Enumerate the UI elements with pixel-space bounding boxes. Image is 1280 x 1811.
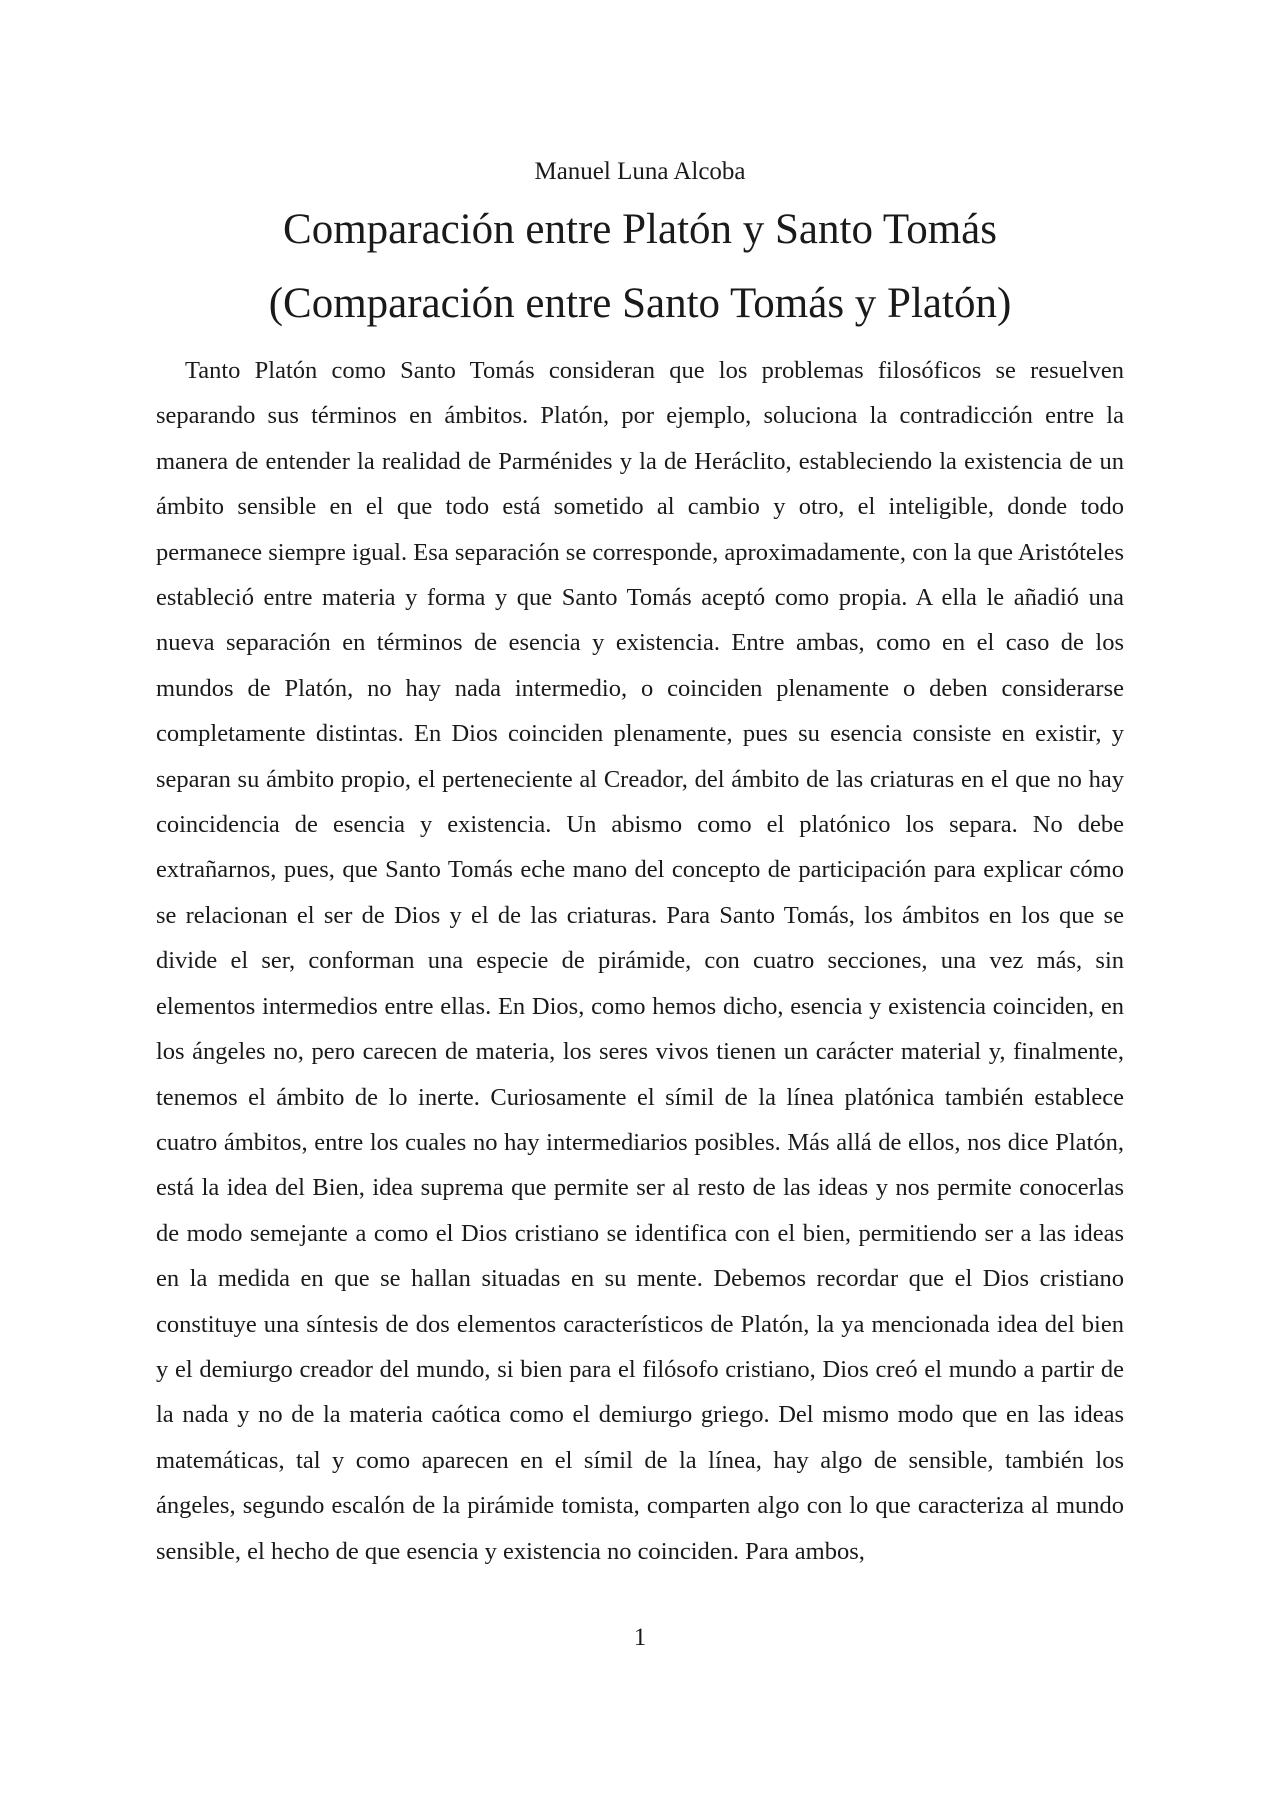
title-line-1: Comparación entre Platón y Santo Tomás (283, 206, 997, 253)
title-line-2: (Comparación entre Santo Tomás y Platón) (268, 280, 1012, 327)
page-number: 1 (633, 1624, 647, 1651)
body-paragraph: Tanto Platón como Santo Tomás consideran que los problemas filosóficos se resuelven separando sus términos en ámbitos. Platón, por ejemplo, soluciona la contradicción entre la manera de entender la realidad de Parménides y la de Heráclito, estableciendo la existencia de un ámbito sensible en el que todo está sometido al cambio y otro, el inteligible, donde todo permanece siempre igual. Esa separación se corresponde, aproximadamente, con la que Aristóteles estableció entre materia y forma y que Santo Tomás aceptó como propia. A ella le añadió una nueva separación en términos de esencia y existencia. Entre ambas, como en el caso de los mundos de Platón, no hay nada intermedio, o coinciden plenamente o deben considerarse completamente distintas. En Dios coinciden plenamente, pues su esencia consiste en existir, y separan su ámbito propio, el perteneciente al Creador, del ámbito de las criaturas en el que no hay coincidencia de esencia y existencia. Un abismo como el platónico los separa. No debe extrañarnos, pues, que Santo Tomás eche mano del concepto de participación para explicar cómo se relacionan el ser de Dios y el de las criaturas. Para Santo Tomás, los ámbitos en los que se divide el ser, conforman una especie de pirámide, con cuatro secciones, una vez más, sin elementos intermedios entre ellas. En Dios, como hemos dicho, esencia y existencia coinciden, en los ángeles no, pero carecen de materia, los seres vivos tienen un carácter material y, finalmente, tenemos el ámbito de lo inerte. Curiosamente el símil de la línea platónica también establece cuatro ámbitos, entre los cuales no hay intermediarios posibles. Más allá de ellos, nos dice Platón, está la idea del Bien, idea suprema que permite ser al resto de las ideas y nos permite conocerlas de modo semejante a como el Dios cristiano se identifica con el bien, permitiendo ser a las ideas en la medida en que se hallan situadas en su mente. Debemos recordar que el Dios cristiano constituye una síntesis de dos elementos característicos de Platón, la ya mencionada idea del bien y el demiurgo creador del mundo, si bien para el filósofo cristiano, Dios creó el mundo a partir de la nada y no de la materia caótica como el demiurgo griego. Del mismo modo que en las ideas matemáticas, tal y como aparecen en el símil de la línea, hay algo de sensible, también los ángeles, segundo escalón de la pirámide tomista, comparten algo con lo que caracteriza al mundo sensible, el hecho de que esencia y existencia no coinciden. Para ambos, (156, 357, 1124, 1565)
author-name: Manuel Luna Alcoba (534, 158, 746, 185)
